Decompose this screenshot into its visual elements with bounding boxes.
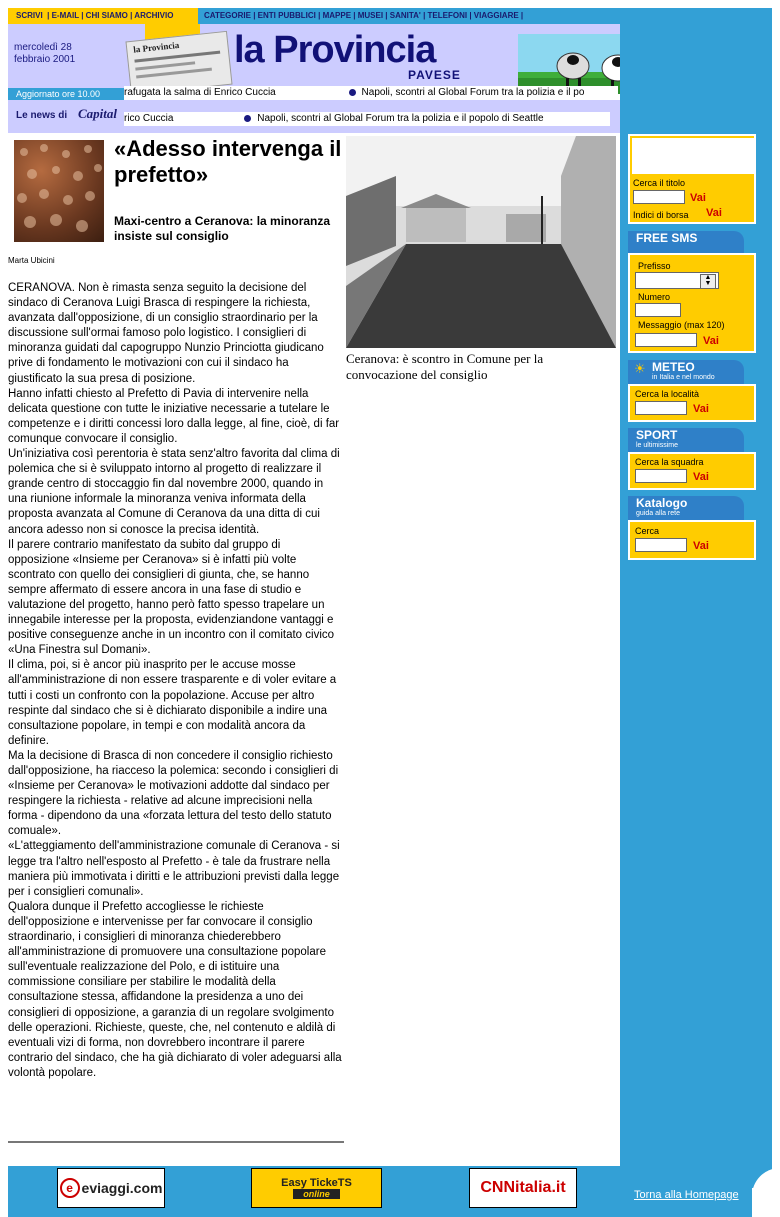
article-paragraph: Qualora dunque il Prefetto accogliesse le richieste dell'opposizione e intervenisse per far convocare il consiglio straordinario, i consiglieri di minoranza chiederebbero all'amministrazione di promuovere una consultazione popolare sull'eventuale realizzazione del Polo, e di istituire una commissione consiliare per stabilire le modalità della consultazione stessa, affidandone la presidenza a uno dei consiglieri di opposizione, a garanzia di un regolare svolgimento delle operazioni. Richieste, queste, che, nel contenuto e aldilà di eventuali vizi di forma, non dovrebbero incontrare il parere contrario del sindaco, che ha già dichiarato di voler adeguarsi alla volontà popolare. <box>8 900 342 1079</box>
menu-right-links: CATEGORIE | ENTI PUBBLICI | MAPPE | MUSEI | SANITA' | TELEFONI | VIAGGIARE | <box>204 11 524 20</box>
article-paragraph: «L'atteggiamento dell'amministrazione comunale di Ceranova - si legge tra l'altro nell'esposto al Prefetto - è tale da frustrare nella maniera più immotivata i diritti e le attribuzioni previsti dalla legge per i consiglieri comunali». <box>8 840 340 898</box>
crowd-photo <box>14 140 104 242</box>
menu-enti-pubblici[interactable]: ENTI PUBBLICI <box>257 11 316 20</box>
katalogo-vai-button[interactable]: Vai <box>693 540 709 552</box>
street-scene <box>346 136 616 348</box>
messaggio-input[interactable] <box>635 333 697 347</box>
article-paragraph: Ma la decisione di Brasca di non concedere il consiglio richiesto dall'opposizione, ha riacceso la polemica: secondo i consiglieri di «Insieme per Ceranova» le motivazioni addotte dal sindaco per respingere la richiesta - relative ad alcune imprecisioni nella forma - dipendono da una «forzata lettura del testo dello statuto comuale». <box>8 749 339 838</box>
eviaggi-label: eviaggi.com <box>81 1180 163 1196</box>
last-updated-label: Aggiornato ore 10.00 <box>8 88 124 100</box>
prefisso-select[interactable] <box>635 272 719 289</box>
menu-musei[interactable]: MUSEI <box>357 11 384 20</box>
menu-archivio[interactable]: ARCHIVIO <box>134 11 174 20</box>
date-display <box>14 42 75 66</box>
top-menu-right <box>198 8 620 24</box>
sport-title: SPORT le ultimissime <box>628 428 744 452</box>
search-widget-header <box>632 138 754 174</box>
sms-vai-button[interactable]: Vai <box>703 335 719 347</box>
search-title-label: Cerca il titolo <box>633 178 686 188</box>
cnn-italia-link[interactable] <box>469 1168 577 1208</box>
article-subheadline: Maxi-centro a Ceranova: la minoranza insiste sul consiglio <box>114 214 331 243</box>
menu-chi-siamo[interactable]: CHI SIAMO <box>85 11 128 20</box>
article-paragraph: Un'iniziativa così perentoria è stata senz'altro favorita dal clima di polemica che si è sviluppato intorno al progetto di realizzare il grande centro di stoccaggio fin dal novembre 2000, quando in una riunione informale la minoranza veniva informata della proposta avanzata al Comune di Ceranova da una ditta di cui ancora adesso non si conosce la precisa identità. <box>8 448 340 536</box>
bullet-icon <box>349 89 356 96</box>
crowd-texture <box>14 140 104 242</box>
article-headline: «Adesso intervenga il prefetto» <box>114 136 342 187</box>
menu-mappe[interactable]: MAPPE <box>322 11 352 20</box>
free-sms-title: FREE SMS <box>628 231 744 253</box>
search-title-input[interactable] <box>633 190 685 204</box>
katalogo-title: Katalogo guida alla rete <box>628 496 744 520</box>
article-paragraph: CERANOVA. Non è rimasta senza seguito la decisione del sindaco di Ceranova Luigi Brasca di respingere la richiesta, avanzata dall'opposizione, di un consiglio straordinario per la discussione sull'ormai famoso polo logistico. I consiglieri di minoranza guidati dal capogruppo Nunzio Princiotta giudicano prive di fondamento le motivazioni con cui il sindaco ha giustificato la sua presa di posizione. <box>8 282 324 385</box>
easytickets-sub: online <box>293 1189 340 1199</box>
katalogo-search-label: Cerca <box>635 526 660 536</box>
newspaper-thumbnail-title: la Provincia <box>132 39 180 55</box>
easytickets-label: Easy TickeTS <box>281 1177 352 1189</box>
search-title-vai-button[interactable]: Vai <box>690 192 706 204</box>
top-menu-bar <box>8 8 620 24</box>
news-ticker-2[interactable] <box>124 112 610 126</box>
messaggio-label: Messaggio (max 120) <box>638 320 725 330</box>
date-line-2: febbraio 2001 <box>14 54 76 65</box>
bullet-icon <box>244 115 251 122</box>
site-logo[interactable]: la Provincia <box>234 29 436 71</box>
sport-search-label: Cerca la squadra <box>635 457 704 467</box>
menu-left-links: SCRIVI | E-MAIL | CHI SIAMO | ARCHIVIO <box>16 11 174 20</box>
eviaggi-link[interactable] <box>57 1168 165 1208</box>
site-logo-sub: PAVESE <box>408 68 461 82</box>
menu-categorie[interactable]: CATEGORIE <box>204 11 251 20</box>
numero-input[interactable] <box>635 303 681 317</box>
ticker2-item-1[interactable]: rico Cuccia <box>124 113 174 124</box>
capital-logo: Capital <box>78 106 118 121</box>
menu-telefoni[interactable]: TELEFONI <box>427 11 468 20</box>
meteo-vai-button[interactable]: Vai <box>693 403 709 415</box>
ticker2-item-2[interactable]: Napoli, scontri al Global Forum tra la polizia e il popolo di Seattle <box>257 113 544 124</box>
meteo-search-input[interactable] <box>635 401 687 415</box>
article-end-divider <box>8 1141 344 1143</box>
menu-scrivi[interactable]: SCRIVI <box>16 11 43 20</box>
eviaggi-logo-icon: e <box>60 1178 80 1198</box>
le-news-label: Le news di <box>16 110 68 121</box>
sun-icon: ☀ <box>634 361 646 376</box>
prefisso-label: Prefisso <box>638 261 671 271</box>
article-author: Marta Ubicini <box>8 256 55 265</box>
numero-label: Numero <box>638 292 671 302</box>
easytickets-link[interactable] <box>251 1168 382 1208</box>
select-arrows-icon: ▲ ▼ <box>700 274 716 289</box>
meteo-search-label: Cerca la località <box>635 389 700 399</box>
date-line-1: mercoledì 28 <box>14 42 72 53</box>
sport-search-input[interactable] <box>635 469 687 483</box>
article-paragraph: Il clima, poi, si è ancor più inasprito per le accuse mosse all'amministrazione di non essere trasparente e di voler evitare a tutti i costi un confronto con la popolazione. Accuse per altro respinte dal sindaco che si è dichiarato disponibile a indire una consultazione popolare, in tempi e con modalità ancora da definire. <box>8 659 337 747</box>
article-paragraph: Il parere contrario manifestato da subito dal gruppo di opposizione «Insieme per Ceranova» si è infatti più volte scontrato con quello dei consiglieri di giunta, che, se hanno sempre affermato di essere ancora in una fase di studio e valutazione del progetto, hanno però fatto spesso trapelare un innegabile interesse per la proposta, evidenziandone vantaggi e positive conseguenze anche in un incontro con il comitato civico «Una Finestra sul Domani». <box>8 538 335 657</box>
katalogo-search-input[interactable] <box>635 538 687 552</box>
homepage-link[interactable]: Torna alla Homepage <box>634 1189 739 1201</box>
article-body <box>8 281 344 1081</box>
menu-email[interactable]: E-MAIL <box>51 11 79 20</box>
cnn-logo: CNNitalia.it <box>480 1179 566 1196</box>
ticker1-item-2[interactable]: Napoli, scontri al Global Forum tra la polizia e il po <box>361 87 585 98</box>
street-photo <box>346 136 616 348</box>
article-paragraph: Hanno infatti chiesto al Prefetto di Pavia di intervenire nella delicata questione con tutte le iniziative necessarie a tutelare le competenze e i diritti concessi loro dalla legge, al fine, cioè, di far comunque convocare il consiglio. <box>8 387 340 445</box>
meteo-title: ☀ METEO in Italia e nel mondo <box>628 360 744 384</box>
menu-sanita[interactable]: SANITA' <box>389 11 421 20</box>
top-menu-left <box>8 8 198 24</box>
sport-vai-button[interactable]: Vai <box>693 471 709 483</box>
indici-borsa-label[interactable]: Indici di borsa <box>633 210 689 220</box>
photo-caption: Ceranova: è scontro in Comune per la convocazione del consiglio <box>346 351 544 382</box>
ticker1-item-1[interactable]: rafugata la salma di Enrico Cuccia <box>124 87 276 98</box>
news-ticker-1[interactable] <box>124 86 618 100</box>
menu-viaggiare[interactable]: VIAGGIARE <box>473 11 519 20</box>
indici-vai-button[interactable]: Vai <box>706 207 722 219</box>
